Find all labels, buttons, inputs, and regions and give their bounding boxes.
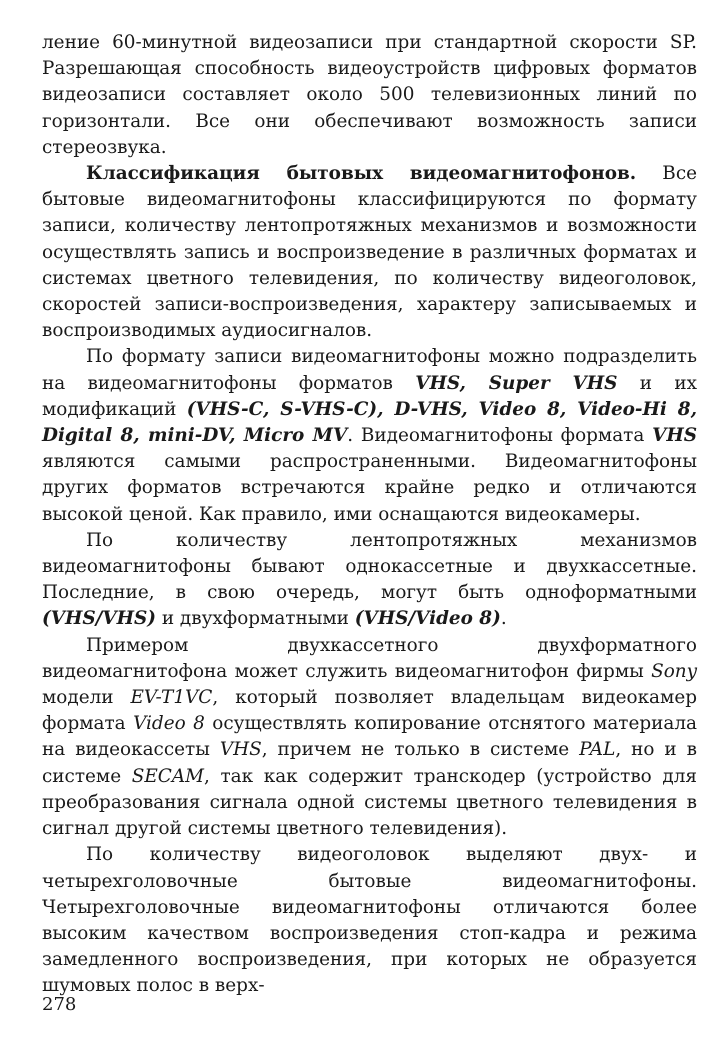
text-run: и двухформатными bbox=[155, 608, 355, 630]
paragraph-4 bbox=[42, 528, 697, 633]
text-run: , так как содержит транскодер (устройство для преобразования сигнала одной системы цветного телевидения в сигнал другой системы цветного телевидения). bbox=[42, 765, 697, 840]
text-run: , который позволяет владельцам видеокамер формата bbox=[42, 687, 697, 735]
text-run: . bbox=[500, 608, 507, 630]
text-run: модели bbox=[42, 687, 131, 709]
format-names: VHS bbox=[652, 425, 698, 447]
format-names: VHS, Super VHS bbox=[415, 372, 618, 394]
text-run: , причем не только в системе bbox=[261, 739, 580, 761]
text-run: осуществлять копирование отснятого материала на видеокассеты bbox=[42, 713, 698, 761]
text-run: являются самыми распространенными. Видеомагнитофоны других форматов встречаются крайне редко и отличаются высокой ценой. Как правило, ими оснащаются видеокамеры. bbox=[42, 451, 697, 525]
paragraph-6 bbox=[42, 842, 697, 999]
format-names: (VHS/Video 8) bbox=[354, 608, 501, 630]
text-run: По формату записи видеомагнитофоны можно подразделить на видеомагнитофоны форматов bbox=[42, 346, 697, 394]
paragraph-3 bbox=[42, 344, 697, 527]
page-number: 278 bbox=[42, 994, 77, 1015]
italic-term: EV-T1VC bbox=[130, 687, 213, 709]
paragraph-1 bbox=[42, 30, 697, 161]
text-run: , но и в системе bbox=[42, 739, 697, 787]
paragraph-1-text: ление 60-минутной видеозаписи при стандартной скорости SP. Разрешающая способность видеоустройств цифровых форматов видеозаписи составляет около 500 телевизионных линий по горизонтали. Все они обеспечивают возможность записи стереозвука. bbox=[42, 32, 697, 158]
paragraph-6-text: По количеству видеоголовок выделяют двух- и четырехголовочные бытовые видеомагнитофоны. Четырехголовочные видеомагнитофоны отличаются более высоким качеством воспроизведения стоп-кадра и режима замедленного воспроизведения, при которых не образуется шумовых полос в верх- bbox=[42, 844, 697, 997]
text-run: По количеству лентопротяжных механизмов видеомагнитофоны бывают однокассетные и двухкассетные. Последние, в свою очередь, могут быть одноформатными bbox=[42, 529, 697, 604]
italic-term: PAL bbox=[579, 739, 616, 761]
format-names: (VHS/VHS) bbox=[42, 608, 156, 630]
paragraph-2 bbox=[42, 161, 697, 344]
paragraph-5 bbox=[42, 633, 697, 843]
italic-term: VHS bbox=[219, 739, 262, 761]
italic-term: Video 8 bbox=[133, 713, 205, 735]
paragraph-2-text: Все бытовые видеомагнитофоны классифицируются по формату записи, количеству лентопротяжных механизмов и возможности осуществлять запись и воспроизведение в различных форматах и системах цветного телевидения, по количеству видеоголовок, скоростей записи-воспроизведения, характеру записываемых и воспроизводимых аудиосигналов. bbox=[42, 163, 697, 342]
italic-term: Sony bbox=[651, 660, 697, 682]
page-body bbox=[42, 30, 697, 1000]
text-run: . Видеомагнитофоны формата bbox=[347, 425, 653, 447]
section-heading: Классификация бытовых видеомагнитофонов. bbox=[86, 163, 637, 185]
text-run: Примером двухкассетного двухформатного видеомагнитофона может служить видеомагнитофон фирмы bbox=[42, 634, 697, 682]
italic-term: SECAM bbox=[131, 765, 204, 787]
text-run: и их модификаций bbox=[42, 372, 697, 420]
format-names: (VHS-C, S-VHS-C), D-VHS, Video 8, Video-Hi 8, Digital 8, mini-DV, Micro MV bbox=[42, 398, 697, 447]
